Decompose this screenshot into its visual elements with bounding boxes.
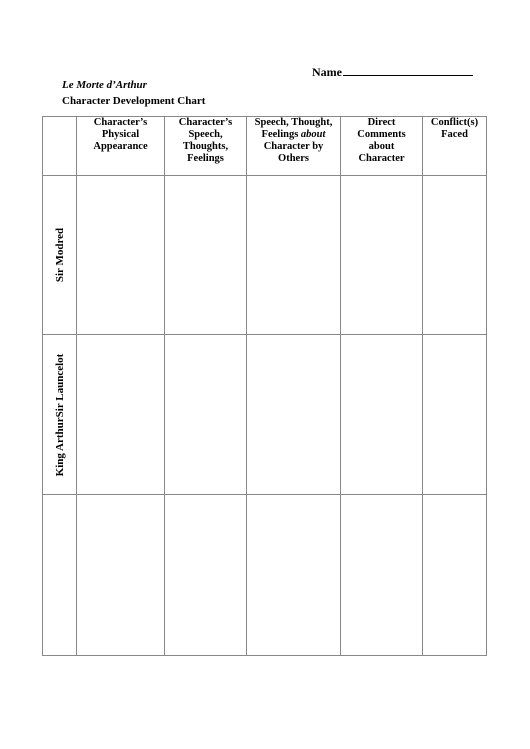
column-header-speech-thoughts-feelings: Character’s Speech, Thoughts, Feelings xyxy=(165,117,247,176)
table-cell[interactable] xyxy=(247,335,341,495)
chart-subtitle: Character Development Chart xyxy=(62,95,206,107)
table-cell[interactable] xyxy=(77,176,165,335)
table-row xyxy=(43,495,487,656)
table-cell[interactable] xyxy=(247,176,341,335)
row-label: King ArthurSir Launcelot xyxy=(53,353,66,476)
table-cell[interactable] xyxy=(165,335,247,495)
row-label-cell xyxy=(43,335,77,495)
table-cell[interactable] xyxy=(341,495,423,656)
column-header-about-character-by-others: Speech, Thought, Feelings about Character by Others xyxy=(247,117,341,176)
table-cell[interactable] xyxy=(247,495,341,656)
table-row xyxy=(43,176,487,335)
table-cell[interactable] xyxy=(423,176,487,335)
row-label-cell xyxy=(43,495,77,656)
table-cell[interactable] xyxy=(165,495,247,656)
table-cell[interactable] xyxy=(341,176,423,335)
name-label: Name xyxy=(312,65,342,79)
character-development-table xyxy=(42,116,487,656)
column-header-conflicts-faced: Conflict(s) Faced xyxy=(423,117,487,176)
table-cell[interactable] xyxy=(423,335,487,495)
name-blank-line[interactable] xyxy=(343,63,473,76)
header-row xyxy=(43,117,487,176)
table-cell[interactable] xyxy=(423,495,487,656)
corner-cell xyxy=(43,117,77,176)
row-label-cell xyxy=(43,176,77,335)
table-cell[interactable] xyxy=(77,495,165,656)
table-cell[interactable] xyxy=(341,335,423,495)
table-cell[interactable] xyxy=(77,335,165,495)
page-title: Le Morte d’Arthur xyxy=(62,79,147,91)
column-header-physical-appearance: Character’s Physical Appearance xyxy=(77,117,165,176)
column-header-direct-comments: Direct Comments about Character xyxy=(341,117,423,176)
row-label: Sir Modred xyxy=(53,227,66,283)
table-cell[interactable] xyxy=(165,176,247,335)
name-field xyxy=(312,63,473,80)
table-row xyxy=(43,335,487,495)
